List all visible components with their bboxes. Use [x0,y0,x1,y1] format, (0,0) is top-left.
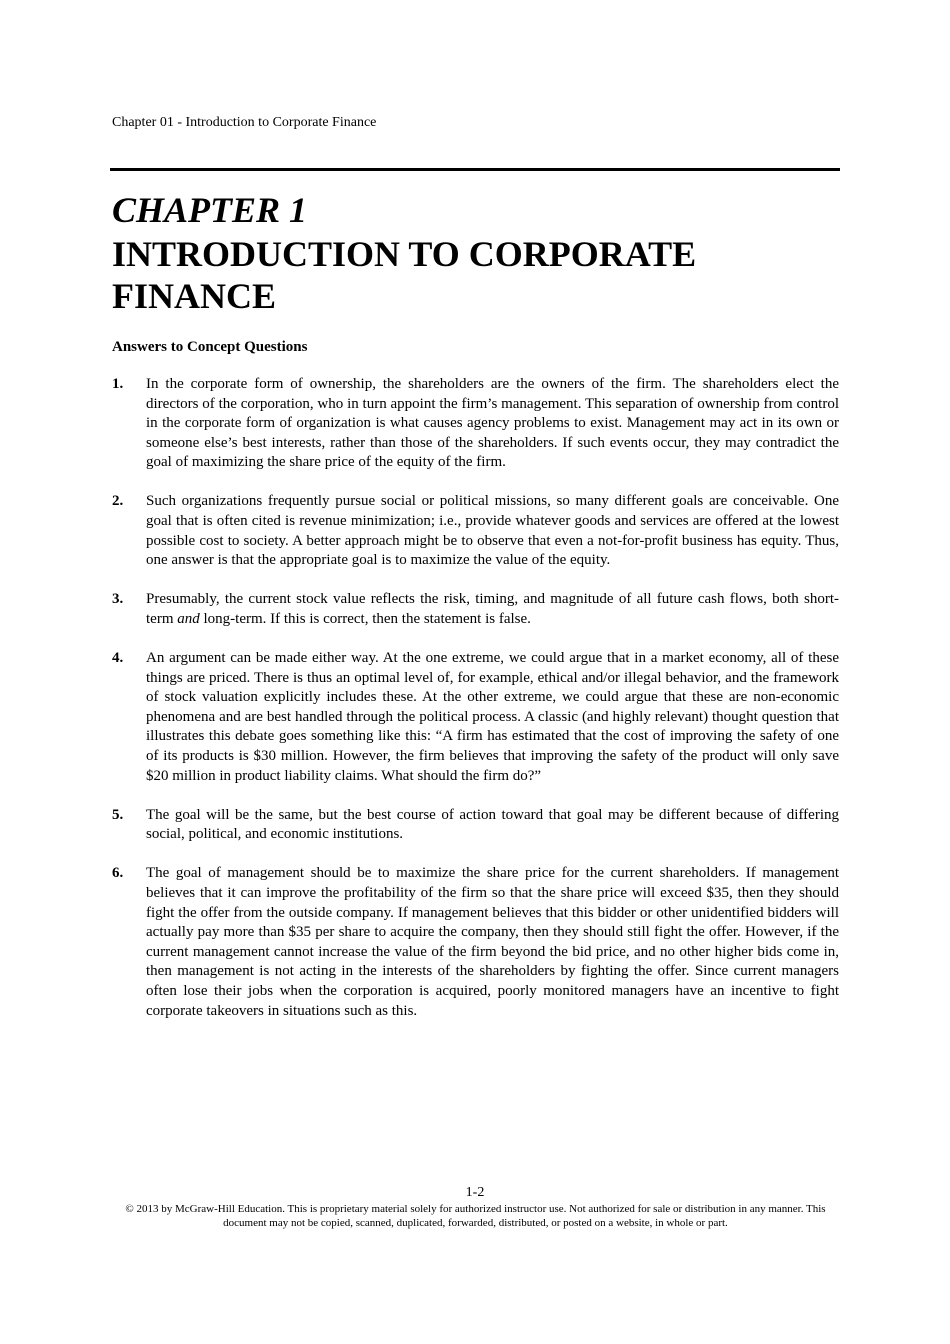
answer-number: 4. [112,650,124,667]
page-number: 1-2 [465,1185,485,1200]
answer-text: In the corporate form of ownership, the shareholders are the owners of the firm. The shareholders elect the directors of the corporation, who in turn appoint the firm’s management. This separation of ownership from control in the corporate form of organization is what causes agency problems to exist. Management may act in its own or someone else’s best interests, rather than those of the shareholders. If such events occur, they may contradict the goal of maximizing the share price of the equity of the firm. [146,376,839,471]
answer-text-emphasis: and [177,610,200,627]
answer-item [112,492,839,570]
answer-item [112,649,839,786]
chapter-label: CHAPTER 1 [112,190,308,230]
answer-number: 2. [112,493,124,510]
answer-number: 6. [112,865,124,882]
answer-number: 5. [112,806,124,823]
section-heading: Answers to Concept Questions [112,339,308,355]
answer-text: The goal of management should be to maximize the share price for the current shareholders. If management believes that it can improve the profitability of the firm so that the share price will exceed $35, then they should fight the offer from the outside company. If management believes that this bidder or other unidentified bidders will actually pay more than $35 per share to acquire the company, then they should still fight the offer. However, if the current management cannot increase the value of the firm beyond the bid price, and no other higher bids come in, then management is not acting in the interests of the shareholders by fighting the offer. Since current managers often lose their jobs when the corporation is acquired, poorly monitored managers have an incentive to fight corporate takeovers in situations such as this. [146,865,839,1019]
answer-text-part: long-term. If this is correct, then the statement is false. [199,610,531,627]
answer-number: 1. [112,376,124,392]
answer-text [146,590,839,629]
answer-text: Such organizations frequently pursue social or political missions, so many different goals are conceivable. One goal that is often cited is revenue minimization; i.e., provide whatever goods and services are offered at the lowest possible cost to society. A better approach might be to observe that even a not-for-profit business has equity. Thus, one answer is that the appropriate goal is to maximize the value of the equity. [146,493,839,569]
answers-list [112,375,839,1041]
answer-item [112,590,839,629]
answer-text: An argument can be made either way. At the one extreme, we could argue that in a market economy, all of these things are priced. There is thus an optimal level of, for example, ethical and/or illegal behavior, and the framework of stock valuation explicitly includes these. At the other extreme, we could argue that these are non-economic phenomena and are best handled through the political process. A classic (and highly relevant) thought question that illustrates this debate goes something like this: “A firm has estimated that the cost of improving the safety of one of its products is $30 million. However, the firm believes that improving the safety of the product will only save $20 million in product liability claims. What should the firm do?” [146,650,839,784]
answer-number: 3. [112,591,124,608]
answer-text: The goal will be the same, but the best course of action toward that goal may be different because of differing social, political, and economic institutions. [146,806,839,843]
running-header: Chapter 01 - Introduction to Corporate Finance [112,115,377,130]
answer-item [112,864,839,1021]
answer-item [112,375,839,473]
header-rule [110,168,840,171]
copyright-notice: © 2013 by McGraw-Hill Education. This is proprietary material solely for authorized instructor use. Not authorized for sale or distribution in any manner. This document may not be copied, scanned, duplicated, forwarded, distributed, or posted on a website, in whole or part. [125,1203,826,1229]
answer-item [112,806,839,845]
answer-text-part: Presumably, the current stock value reflects the risk, timing, and magnitude of all future cash flows, both short-term [146,591,839,627]
chapter-title: INTRODUCTION TO CORPORATE FINANCE [112,234,697,316]
